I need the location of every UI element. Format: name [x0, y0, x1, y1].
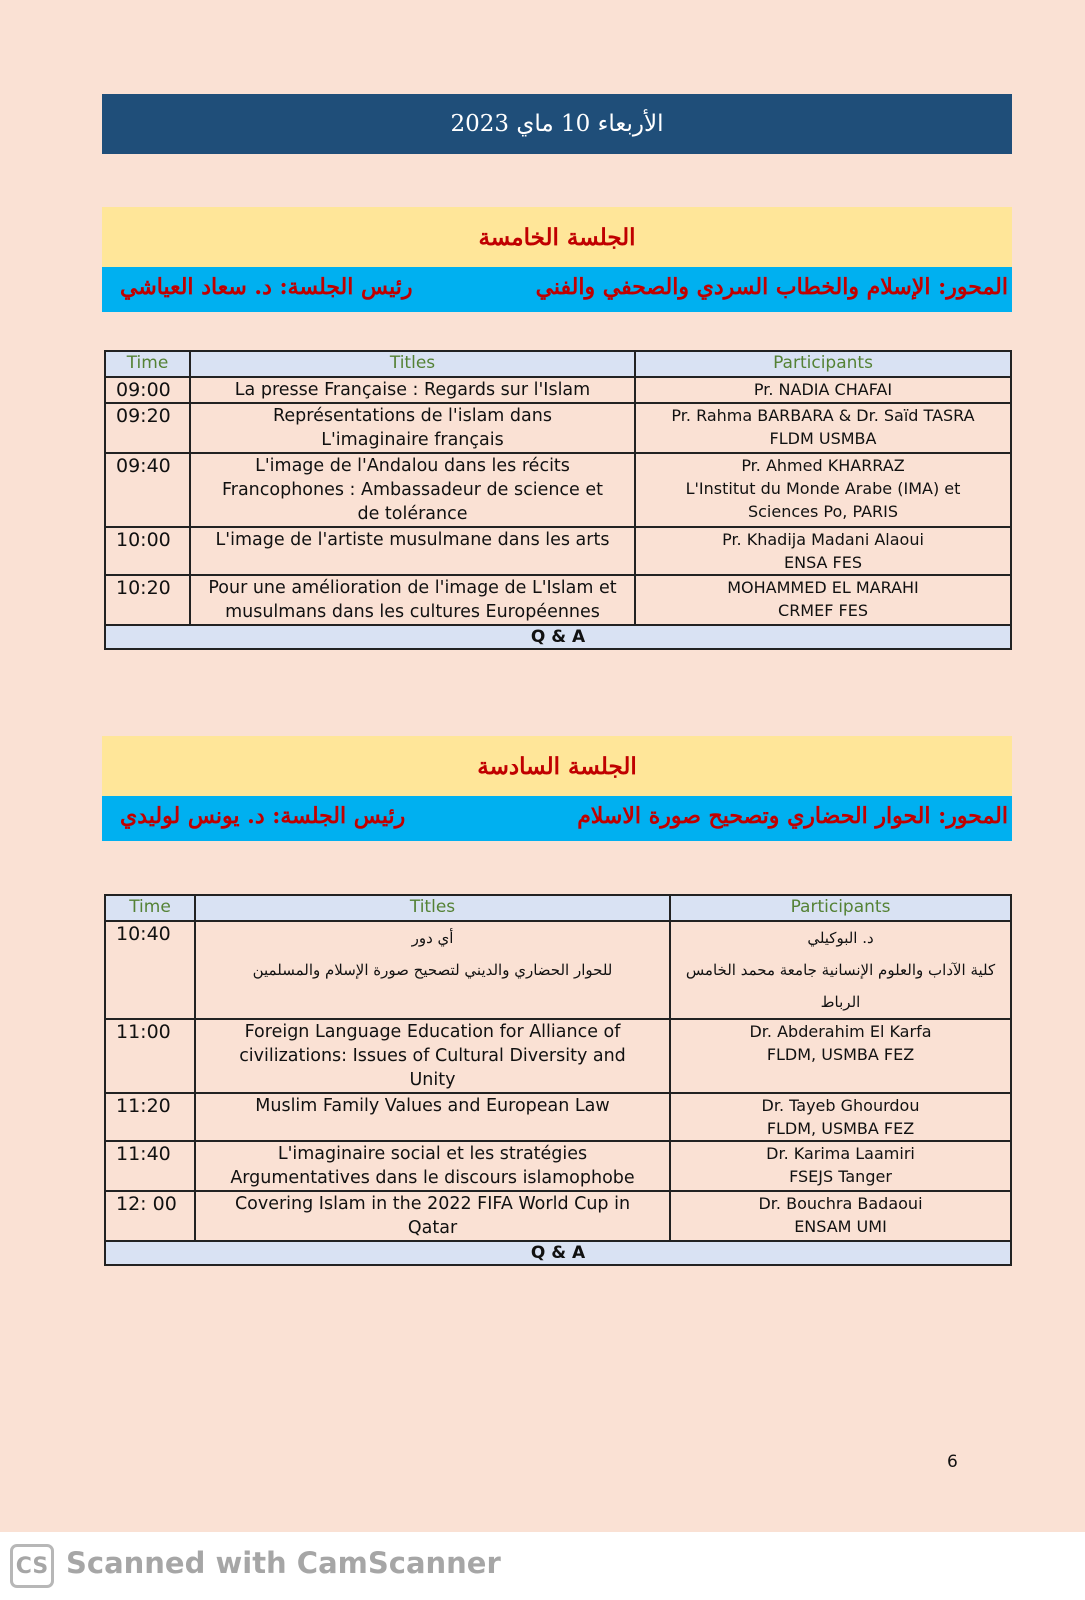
talk-title-line: Covering Islam in the 2022 FIFA World Cup in: [234, 1194, 631, 1214]
participants: [635, 453, 1011, 527]
table-row: [105, 575, 1011, 625]
session-time: 12: 00: [105, 1191, 195, 1241]
talk-title-line: L'imaginaire social et les stratégies: [277, 1144, 588, 1164]
participant-line: ENSAM UMI: [794, 1217, 887, 1236]
participant-line: د. البوكيلي: [807, 929, 874, 947]
session-6-chair: رئيس الجلسة: د. يونس لوليدي: [120, 803, 406, 829]
table-row: [105, 921, 1011, 1019]
talk-title-line: L'image de l'Andalou dans les récits: [255, 456, 570, 476]
table-row: [105, 1191, 1011, 1241]
participant-line: Dr. Abderahim El Karfa: [749, 1022, 932, 1041]
session-5-title: [102, 207, 1012, 267]
col-header-participants: Participants: [635, 351, 1011, 377]
session-5-program-table: [104, 350, 1012, 650]
participant-line: L'Institut du Monde Arabe (IMA) et: [685, 479, 961, 498]
date-banner: [102, 94, 1012, 154]
participant-line: Sciences Po, PARIS: [747, 502, 899, 521]
scanner-watermark-text: Scanned with CamScanner: [66, 1546, 501, 1580]
participants: [670, 1141, 1011, 1191]
talk-title-line: Représentations de l'islam dans: [273, 406, 552, 426]
talk-title: [195, 921, 670, 1019]
talk-title: [195, 1141, 670, 1191]
participants: [635, 527, 1011, 575]
table-header-row: [105, 351, 1011, 377]
session-5-axis: المحور: الإسلام والخطاب السردي والصحفي والفني: [535, 274, 1008, 300]
participant-line: Pr. Khadija Madani Alaoui: [722, 530, 924, 549]
talk-title: [190, 527, 635, 575]
session-5-chair: رئيس الجلسة: د. سعاد العياشي: [120, 274, 413, 300]
col-header-titles: Titles: [190, 351, 635, 377]
table-row: [105, 1019, 1011, 1093]
participants: [635, 403, 1011, 453]
talk-title: [190, 377, 635, 403]
participant-line: FLDM USMBA: [769, 429, 877, 448]
participants: [670, 921, 1011, 1019]
talk-title-line: La presse Française : Regards sur l'Islam: [234, 380, 591, 400]
session-time: 11:20: [105, 1093, 195, 1141]
table-row: [105, 527, 1011, 575]
talk-title: [195, 1019, 670, 1093]
talk-title-line: Pour une amélioration de l'image de L'Islam et: [208, 578, 617, 598]
talk-title-line: Argumentatives dans le discours islamophobe: [230, 1168, 635, 1188]
participants: [670, 1093, 1011, 1141]
page-number: 6: [947, 1452, 958, 1472]
session-time: 11:00: [105, 1019, 195, 1093]
qa-label: Q & A: [105, 625, 1011, 649]
talk-title: [195, 1093, 670, 1141]
talk-title-line: de tolérance: [357, 504, 468, 524]
participant-line: Dr. Karima Laamiri: [766, 1144, 915, 1163]
talk-title-line: للحوار الحضاري والديني لتصحيح صورة الإسلام والمسلمين: [252, 961, 613, 979]
participant-line: CRMEF FES: [778, 601, 868, 620]
session-time: 09:40: [105, 453, 190, 527]
talk-title: [190, 403, 635, 453]
participant-line: FLDM, USMBA FEZ: [766, 1045, 915, 1064]
talk-title: [190, 453, 635, 527]
participant-line: FSEJS Tanger: [789, 1167, 892, 1186]
participants: [635, 575, 1011, 625]
talk-title-line: L'imaginaire français: [321, 430, 504, 450]
session-time: 11:40: [105, 1141, 195, 1191]
talk-title-line: Qatar: [407, 1218, 458, 1238]
participant-line: Dr. Bouchra Badaoui: [758, 1194, 923, 1213]
participant-line: كلية الآداب والعلوم الإنسانية جامعة محمد الخامس الرباط: [685, 961, 996, 1011]
participants: [670, 1191, 1011, 1241]
talk-title-line: Francophones : Ambassadeur de science et: [221, 480, 604, 500]
participant-line: ENSA FES: [783, 553, 863, 572]
talk-title-line: Unity: [409, 1070, 456, 1090]
participant-line: Pr. Rahma BARBARA & Dr. Saïd TASRA: [671, 406, 975, 425]
table-row: [105, 1141, 1011, 1191]
table-header-row: [105, 895, 1011, 921]
session-time: 10:20: [105, 575, 190, 625]
session-6-title-text: الجلسة السادسة: [477, 752, 637, 780]
session-5-title-text: الجلسة الخامسة: [478, 223, 636, 251]
session-6-axis-bar: [102, 796, 1012, 841]
qa-row: [105, 625, 1011, 649]
talk-title-line: L'image de l'artiste musulmane dans les arts: [215, 530, 610, 550]
col-header-titles: Titles: [195, 895, 670, 921]
table-row: [105, 1093, 1011, 1141]
talk-title-line: musulmans dans les cultures Européennes: [225, 602, 600, 622]
participant-line: FLDM, USMBA FEZ: [766, 1119, 915, 1138]
talk-title-line: أي دور: [411, 929, 454, 947]
talk-title-line: Muslim Family Values and European Law: [255, 1096, 610, 1116]
session-time: 10:00: [105, 527, 190, 575]
session-6-title: [102, 736, 1012, 796]
participants: [670, 1019, 1011, 1093]
session-6-program-table: [104, 894, 1012, 1266]
participant-line: MOHAMMED EL MARAHI: [727, 578, 919, 597]
participant-line: Pr. Ahmed KHARRAZ: [741, 456, 905, 475]
talk-title: [190, 575, 635, 625]
col-header-time: Time: [105, 895, 195, 921]
session-6-axis: المحور: الحوار الحضاري وتصحيح صورة الاسلام: [577, 803, 1008, 829]
talk-title-line: Foreign Language Education for Alliance of: [244, 1022, 621, 1042]
table-row: [105, 377, 1011, 403]
qa-label: Q & A: [105, 1241, 1011, 1265]
talk-title-line: civilizations: Issues of Cultural Diversity and: [239, 1046, 626, 1066]
scanner-footer: [0, 1532, 1085, 1600]
camscanner-logo-icon: [10, 1544, 54, 1588]
table-row: [105, 403, 1011, 453]
session-time: 10:40: [105, 921, 195, 1019]
qa-row: [105, 1241, 1011, 1265]
col-header-participants: Participants: [670, 895, 1011, 921]
session-time: 09:00: [105, 377, 190, 403]
camscanner-logo-text: CS: [15, 1553, 49, 1579]
participant-line: Pr. NADIA CHAFAI: [753, 380, 893, 399]
col-header-time: Time: [105, 351, 190, 377]
table-row: [105, 453, 1011, 527]
session-time: 09:20: [105, 403, 190, 453]
participants: [635, 377, 1011, 403]
participant-line: Dr. Tayeb Ghourdou: [761, 1096, 920, 1115]
session-5-axis-bar: [102, 267, 1012, 312]
date-text: الأربعاء 10 ماي 2023: [450, 111, 664, 137]
talk-title: [195, 1191, 670, 1241]
